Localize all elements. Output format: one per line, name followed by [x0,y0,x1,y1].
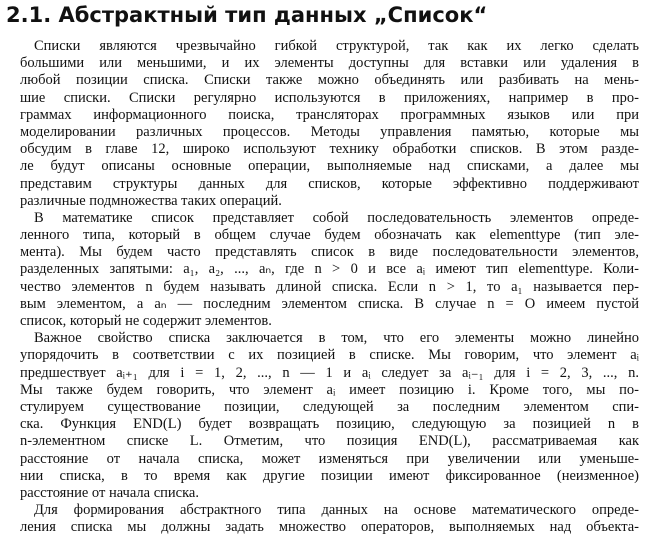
text-line: большими или меньшими, и их элементы доступны для вставки или удаления в [20,55,639,72]
text-line: представим структуры данных для списков, которые эффективно поддерживают [20,175,639,192]
text-line: Списки являются чрезвычайно гибкой структурой, так как их легко сделать [34,38,639,54]
text-line: Мы также будем говорить, что элемент aᵢ имеет позицию i. Кроме того, мы по- [20,381,639,398]
text-line: ленного типа, который в общем случае будем обозначать как elementtype (тип эле- [20,227,639,244]
text-line: обсудим в главе 12, широко используют технику обработки списков. В этом разде- [20,141,639,158]
text-line: В математике список представляет собой последовательность элементов опреде- [34,209,639,226]
text-line: расстояние от начала списка. [20,484,199,501]
text-line: предшествует aᵢ₊₁ для i = 1, 2, ..., n — 1 и aᵢ следует за aᵢ₋₁ для i = 2, 3, ..., n. [20,364,639,381]
section-heading: 2.1. Абстрактный тип данных „Список“ [6,3,488,27]
text-line: мента). Мы будем часто представлять список в виде последовательности элементов, [20,244,639,261]
text-line: чество элементов n будем называть длиной списка. Если n > 1, то a₁ называется пер- [20,278,639,295]
text-line: граммах информационного поиска, трансляторах программных языков или при [20,106,639,123]
text-line: ления списка мы должны задать множество операторов, выполняемых над объекта- [20,519,639,536]
body-text [20,38,639,536]
text-line: n-элементном списке L. Отметим, что позиция END(L), рассматриваемая как [20,433,639,450]
text-line: Важное свойство списка заключается в том, что его элементы можно линейно [34,330,639,347]
text-line: различные подмножества таких операций. [20,192,282,209]
text-line: шие списки. Списки регулярно используются в приложениях, например в про- [20,89,639,106]
text-line: вым элементом, а aₙ — последним элементом списка. В случае n = О имеем пустой [20,295,639,312]
text-line: стулируем существование позиции, следующей за последним элементом спи- [20,398,639,415]
text-line: список, который не содержит элементов. [20,313,272,329]
text-line: ска. Функция END(L) будет возвращать позицию, следующую за позицией n в [20,416,639,433]
text-line: расстояние от начала списка, может изменяться при увеличении или уменьше- [20,450,639,467]
text-line: ле будут описаны основные операции, выполняемые над списками, а далее мы [20,158,639,175]
text-line: Для формирования абстрактного типа данных на основе математического опреде- [34,502,639,519]
text-line: нии списка, в то время как другие позиции имеют фиксированное (неизменное) [20,467,639,484]
text-line: разделенных запятыми: a₁, a₂, ..., aₙ, где n > 0 и все aᵢ имеют тип elementtype. Коли- [20,261,639,278]
text-line: упорядочить в соответствии с их позицией в списке. Мы говорим, что элемент aᵢ [20,347,639,364]
text-line: моделировании различных процессов. Методы управления памятью, которые мы [20,123,639,140]
text-line: любой позиции списка. Списки также можно объединять или разбивать на мень- [20,72,639,89]
